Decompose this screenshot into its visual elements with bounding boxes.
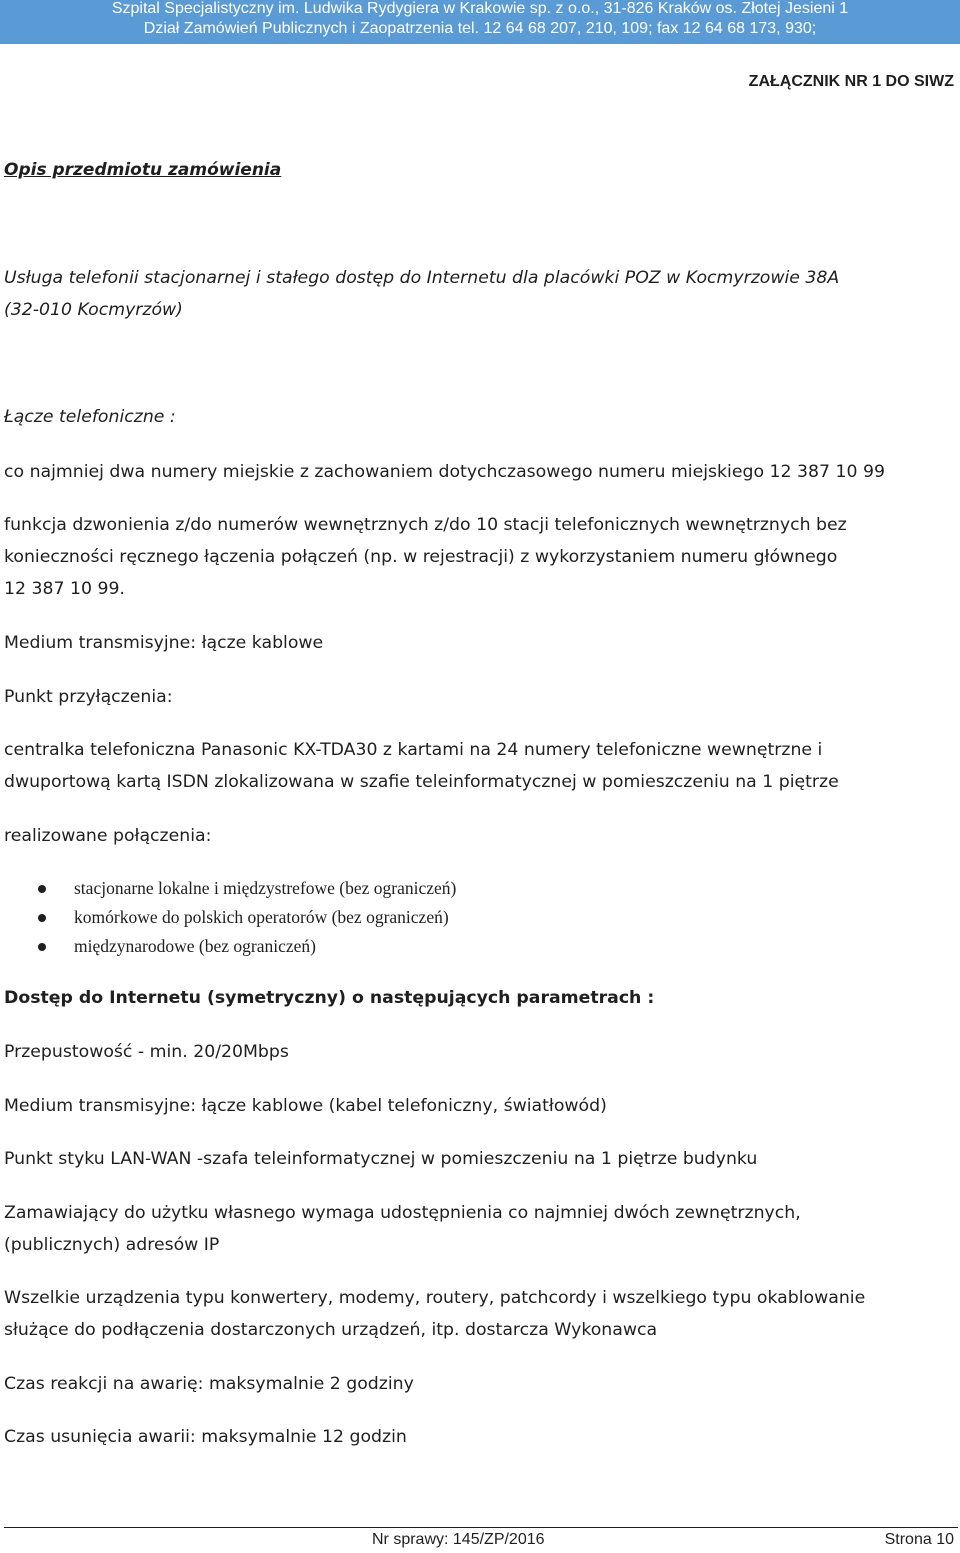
letterhead-department-line: Dział Zamówień Publicznych i Zaopatrzenia tel. 12 64 68 207, 210, 109; fax 12 64 68 173, 930;: [143, 20, 817, 37]
pbx-description-line2: dwuportową kartą ISDN zlokalizowana w szafie teleinformatycznej w pomieszczeniu na 1 piętrze: [4, 772, 839, 792]
public-ip-line2: (publicznych) adresów IP: [4, 1235, 220, 1255]
phone-medium: Medium transmisyjne: łącze kablowe: [4, 633, 324, 653]
phone-section-heading: Łącze telefoniczne :: [4, 407, 176, 427]
bullet-icon: [38, 943, 46, 951]
phone-numbers-requirement: co najmniej dwa numery miejskie z zachowaniem dotychczasowego numeru miejskiego 12 387 10 99: [4, 462, 885, 482]
internet-medium: Medium transmisyjne: łącze kablowe (kabel telefoniczny, światłowód): [4, 1096, 607, 1116]
phone-function-line3: 12 387 10 99.: [4, 579, 125, 599]
document-title: Opis przedmiotu zamówienia: [4, 160, 282, 180]
call-type-mobile: komórkowe do polskich operatorów (bez ograniczeń): [74, 907, 449, 927]
footer-divider: [4, 1527, 958, 1528]
call-type-local: stacjonarne lokalne i międzystrefowe (bez ograniczeń): [74, 878, 457, 898]
footer-page-number: Strona 10: [884, 1531, 954, 1548]
list-item: [38, 903, 456, 932]
devices-line1: Wszelkie urządzenia typu konwertery, modemy, routery, patchcordy i wszelkiego typu okablowanie: [4, 1288, 866, 1308]
footer-case-number: Nr sprawy: 145/ZP/2016: [372, 1531, 545, 1548]
calls-label: realizowane połączenia:: [4, 826, 212, 846]
devices-line2: służące do podłączenia dostarczonych urządzeń, itp. dostarcza Wykonawca: [4, 1320, 658, 1340]
call-type-international: międzynarodowe (bez ograniczeń): [74, 936, 316, 956]
phone-function-line2: konieczności ręcznego łączenia połączeń (np. w rejestracji) z wykorzystaniem numeru głównego: [4, 547, 838, 567]
service-description-line2: (32-010 Kocmyrzów): [4, 300, 183, 320]
list-item: [38, 932, 456, 961]
service-description-line1: Usługa telefonii stacjonarnej i stałego dostęp do Internetu dla placówki POZ w Kocmyrzowie 38A: [4, 268, 840, 288]
calls-list: [38, 874, 456, 961]
internet-section-heading: Dostęp do Internetu (symetryczny) o następujących parametrach :: [4, 988, 655, 1008]
lan-wan-point: Punkt styku LAN-WAN -szafa teleinformatycznej w pomieszczeniu na 1 piętrze budynku: [4, 1149, 758, 1169]
list-item: [38, 874, 456, 903]
letterhead-hospital-line: Szpital Specjalistyczny im. Ludwika Rydygiera w Krakowie sp. z o.o., 31-826 Kraków os. Złotej Jesieni 1: [111, 0, 849, 17]
repair-time: Czas usunięcia awarii: maksymalnie 12 godzin: [4, 1427, 407, 1447]
internet-throughput: Przepustowość - min. 20/20Mbps: [4, 1042, 289, 1062]
public-ip-line1: Zamawiający do użytku własnego wymaga udostępnienia co najmniej dwóch zewnętrznych,: [4, 1203, 801, 1223]
connection-point-label: Punkt przyłączenia:: [4, 687, 173, 707]
annex-label: ZAŁĄCZNIK NR 1 DO SIWZ: [748, 73, 954, 90]
reaction-time: Czas reakcji na awarię: maksymalnie 2 godziny: [4, 1374, 414, 1394]
bullet-icon: [38, 885, 46, 893]
bullet-icon: [38, 914, 46, 922]
pbx-description-line1: centralka telefoniczna Panasonic KX-TDA30 z kartami na 24 numery telefoniczne wewnętrzne i: [4, 740, 823, 760]
phone-function-line1: funkcja dzwonienia z/do numerów wewnętrznych z/do 10 stacji telefonicznych wewnętrznych bez: [4, 515, 847, 535]
